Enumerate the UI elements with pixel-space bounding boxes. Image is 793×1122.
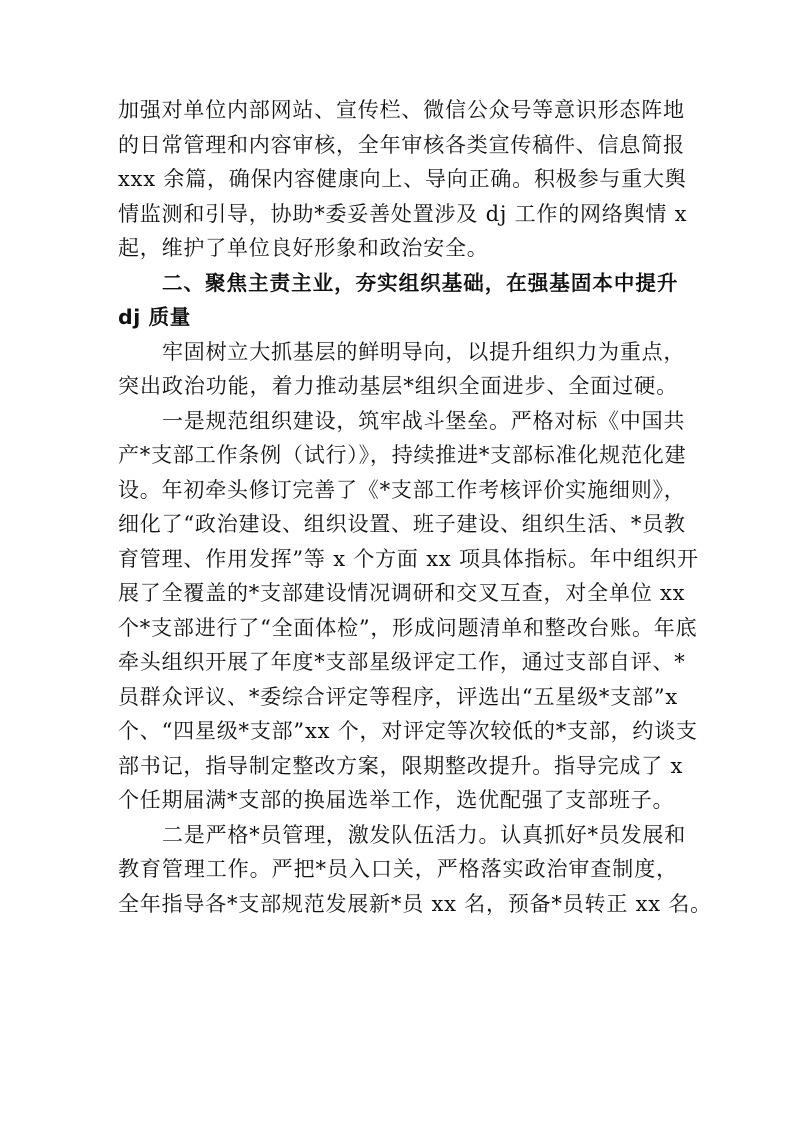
document-body [118,96,712,924]
body-line: 牵头组织开展了年度*支部星级评定工作，通过支部自评、* [118,650,686,674]
body-line: xxx 余篇，确保内容健康向上、导向正确。积极参与重大舆 [118,167,687,191]
body-line: 全年指导各*支部规范发展新*员 xx 名，预备*员转正 xx 名。 [118,891,712,916]
body-line: 加强对单位内部网站、宣传栏、微信公众号等意识形态阵地 [118,98,685,122]
body-line: 细化了“政治建设、组织设置、班子建设、组织生活、*员教 [118,512,686,536]
section-heading: 二、聚焦主责主业，夯实组织基础，在强基固本中提升 [162,270,678,295]
body-line: 个*支部进行了“全面体检”，形成问题清单和整改台账。年底 [118,615,698,640]
body-line: 教育管理工作。严把*员入口关，严格落实政治审查制度， [118,857,678,881]
body-line: 部书记，指导制定整改方案，限期整改提升。指导完成了 x [118,753,684,778]
body-line: 个任期届满*支部的换届选举工作，选优配强了支部班子。 [118,788,675,812]
body-line: 突出政治功能，着力推动基层*组织全面进步、全面过硬。 [118,374,678,398]
section-heading-continued: dj 质量 [118,305,191,329]
paragraph-start-line: 一是规范组织建设，筑牢战斗堡垒。严格对标《中国共 [162,408,686,433]
body-line: 设。年初牵头修订完善了《*支部工作考核评价实施细则》， [118,477,686,502]
body-line: 展了全覆盖的*支部建设情况调研和交叉互查，对全单位 xx [118,581,686,605]
body-line: 情监测和引导，协助*委妥善处置涉及 dj 工作的网络舆情 x [118,201,688,226]
body-line: 的日常管理和内容审核，全年审核各类宣传稿件、信息简报 [118,132,685,157]
body-line: 个、“四星级*支部”xx 个，对评定等次较低的*支部，约谈支 [118,719,698,743]
body-line: 育管理、作用发挥”等 x 个方面 xx 项具体指标。年中组织开 [118,546,699,571]
paragraph-start-line: 二是严格*员管理，激发队伍活力。认真抓好*员发展和 [162,822,686,847]
paragraph-start-line: 牢固树立大抓基层的鲜明导向，以提升组织力为重点， [162,339,686,364]
body-line: 产*支部工作条例（试行）》，持续推进*支部标准化规范化建 [118,443,687,467]
body-line: 起，维护了单位良好形象和政治安全。 [118,236,489,260]
body-line: 员群众评议、*委综合评定等程序，评选出“五星级*支部”x [118,684,678,709]
